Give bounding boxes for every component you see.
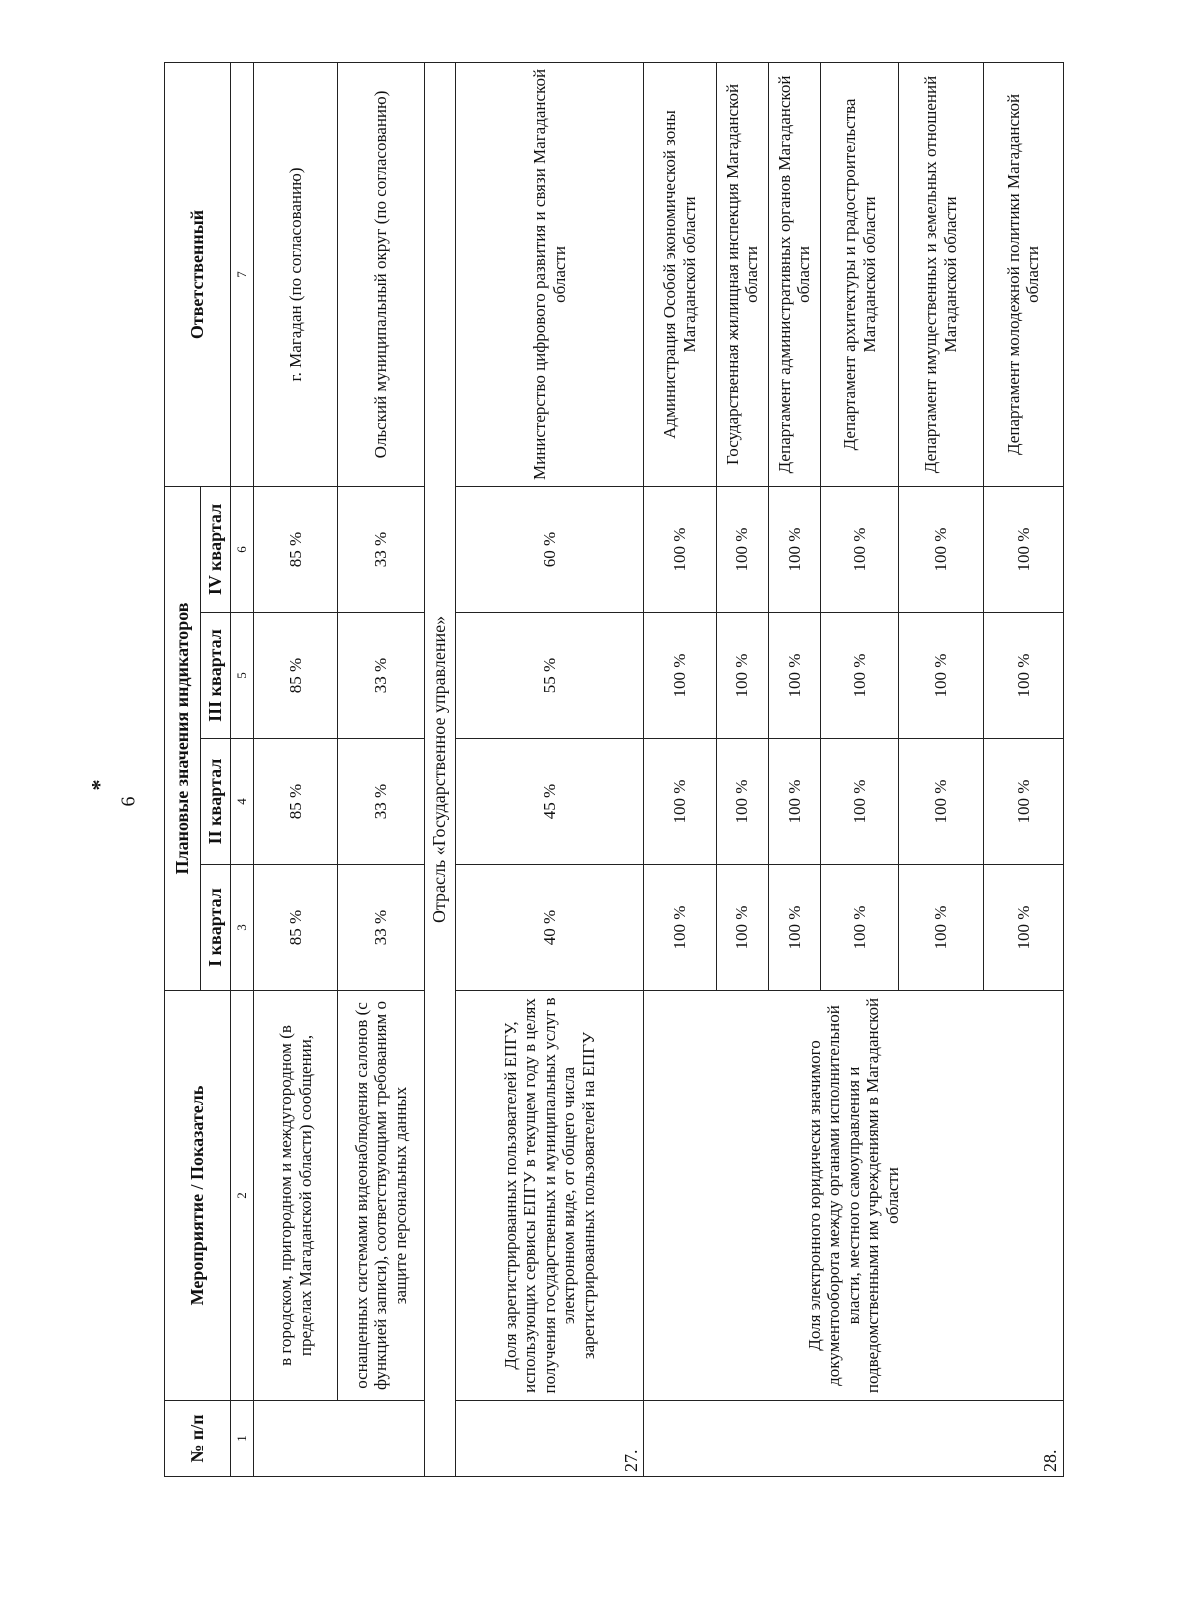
cell-q1: 100 % xyxy=(899,865,983,991)
cell-q1: 85 % xyxy=(254,865,338,991)
cell-q1: 100 % xyxy=(821,865,899,991)
cont-text-1: в городском, пригородном и междугородном (в пределах Магаданской области) сообщении, xyxy=(254,991,338,1401)
section-title: Отрасль «Государственное управление» xyxy=(424,62,455,1476)
cell-responsible: Департамент имущественных и земельных отношений Магаданской области xyxy=(899,62,983,486)
col-number-7: 7 xyxy=(231,62,254,486)
cell-q2: 100 % xyxy=(644,739,716,865)
cell-q2: 100 % xyxy=(899,739,983,865)
header-num: № п/п xyxy=(165,1401,231,1477)
cell-q4: 100 % xyxy=(716,486,768,612)
cell-responsible: г. Магадан (по согласованию) xyxy=(254,62,338,486)
cell-q4: 100 % xyxy=(644,486,716,612)
cell-q1: 100 % xyxy=(644,865,716,991)
header-q3: III квартал xyxy=(201,613,231,739)
col-number-6: 6 xyxy=(231,486,254,612)
stray-mark: * xyxy=(86,779,112,791)
cell-q3: 100 % xyxy=(768,613,820,739)
cell-responsible: Департамент административных органов Магаданской области xyxy=(768,62,820,486)
cell-q2: 33 % xyxy=(338,739,424,865)
col-number-4: 4 xyxy=(231,739,254,865)
cell-q3: 55 % xyxy=(455,613,644,739)
cell-q1: 100 % xyxy=(768,865,820,991)
cell-q4: 60 % xyxy=(455,486,644,612)
header-q4: IV квартал xyxy=(201,486,231,612)
cell-q3: 100 % xyxy=(716,613,768,739)
header-plan: Плановые значения индикаторов xyxy=(165,486,201,990)
col-number-3: 3 xyxy=(231,865,254,991)
cell-q4: 100 % xyxy=(983,486,1063,612)
rotated-page xyxy=(164,63,1064,1477)
col-number-1: 1 xyxy=(231,1401,254,1477)
row-number: 28. xyxy=(644,1401,1064,1477)
cell-q3: 100 % xyxy=(644,613,716,739)
cell-q3: 100 % xyxy=(821,613,899,739)
table-row xyxy=(254,62,338,1476)
cell-q2: 100 % xyxy=(821,739,899,865)
cell-q2: 45 % xyxy=(455,739,644,865)
row-text: Доля зарегистрированных пользователей ЕПГУ, использующих сервисы ЕПГУ в текущем году в целях получения государственных и муниципальных услуг в электронном виде, от общего числа зарегистрированных пользователей на ЕПГУ xyxy=(455,991,644,1401)
cell-responsible: Администрация Особой экономической зоны Магаданской области xyxy=(644,62,716,486)
cell-q4: 100 % xyxy=(899,486,983,612)
cont-text-2: оснащенных системами видеонаблюдения салонов (с функцией записи), соответствующими требованиям о защите персональных данных xyxy=(338,991,424,1401)
col-number-5: 5 xyxy=(231,613,254,739)
header-event: Мероприятие / Показатель xyxy=(165,991,231,1401)
page-number: 6 xyxy=(117,796,140,807)
cell-responsible: Департамент молодежной политики Магаданской области xyxy=(983,62,1063,486)
cell-q2: 85 % xyxy=(254,739,338,865)
table-row xyxy=(338,62,424,1476)
row-text: Доля электронного юридически значимого документооборота между органами исполнительной власти, местного самоуправления и подведомственными им учреждениями в Магаданской области xyxy=(644,991,1064,1401)
cell-q1: 100 % xyxy=(983,865,1063,991)
row-number: 27. xyxy=(455,1401,644,1477)
col-number-2: 2 xyxy=(231,991,254,1401)
cell-q3: 100 % xyxy=(899,613,983,739)
cell-q2: 100 % xyxy=(716,739,768,865)
cell-q4: 85 % xyxy=(254,486,338,612)
cell-responsible: Министерство цифрового развития и связи Магаданской области xyxy=(455,62,644,486)
cell-responsible: Государственная жилищная инспекция Магаданской области xyxy=(716,62,768,486)
cell-q4: 100 % xyxy=(768,486,820,612)
section-header-row xyxy=(424,62,455,1476)
cell-responsible: Департамент архитектуры и градостроительства Магаданской области xyxy=(821,62,899,486)
header-responsible: Ответственный xyxy=(165,62,231,486)
table-row xyxy=(455,62,644,1476)
cell-q4: 100 % xyxy=(821,486,899,612)
header-q1: I квартал xyxy=(201,865,231,991)
table-row xyxy=(644,62,716,1476)
cell-q1: 100 % xyxy=(716,865,768,991)
cell-q3: 33 % xyxy=(338,613,424,739)
cell-q3: 85 % xyxy=(254,613,338,739)
cell-q1: 33 % xyxy=(338,865,424,991)
header-q2: II квартал xyxy=(201,739,231,865)
cell-responsible: Ольский муниципальный округ (по согласованию) xyxy=(338,62,424,486)
cell-q2: 100 % xyxy=(768,739,820,865)
row-num-cell xyxy=(254,1401,425,1477)
cell-q4: 33 % xyxy=(338,486,424,612)
cell-q2: 100 % xyxy=(983,739,1063,865)
cell-q1: 40 % xyxy=(455,865,644,991)
indicators-table xyxy=(164,62,1064,1477)
cell-q3: 100 % xyxy=(983,613,1063,739)
